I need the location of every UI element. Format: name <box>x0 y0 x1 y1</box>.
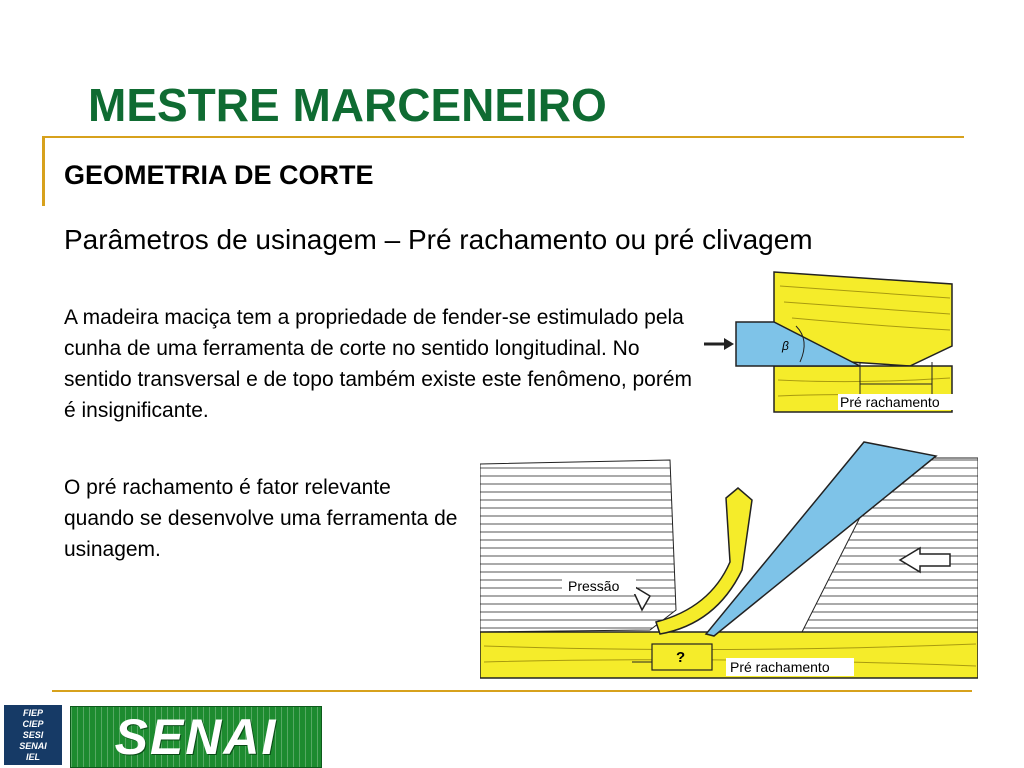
senai-logo-text: SENAI <box>114 709 278 765</box>
paragraph-relevance: O pré rachamento é fator relevante quando se desenvolve uma ferramenta de usinagem. <box>64 476 458 561</box>
pre-split-caption-bottom: Pré rachamento <box>730 659 830 675</box>
paragraph-splitting-property: A madeira maciça tem a propriedade de fender-se estimulado pela cunha de uma ferramenta de corte no sentido longitudinal. No sentido transversal e de topo também existe este fenômeno, porém é insignificante. <box>64 306 693 422</box>
push-arrow-icon <box>724 338 734 350</box>
logo-line-iel: IEL <box>25 751 40 762</box>
cutting-tool-diagram <box>480 440 978 682</box>
slide-title: MESTRE MARCENEIRO <box>88 79 607 131</box>
angle-beta-label: β <box>782 339 789 353</box>
senai-logo <box>70 706 322 768</box>
fiep-system-logo <box>4 705 62 765</box>
left-wood-block <box>480 460 676 632</box>
logo-line-ciep: CIEP <box>22 718 44 729</box>
title-divider <box>44 136 964 138</box>
left-accent-bar <box>42 136 45 206</box>
pressure-label: Pressão <box>568 578 620 594</box>
section-subtitle: GEOMETRIA DE CORTE <box>64 160 374 190</box>
pre-split-caption-top: Pré rachamento <box>840 394 940 410</box>
footer-divider <box>52 690 972 692</box>
topic-heading: Parâmetros de usinagem – Pré rachamento ou pré clivagem <box>64 224 813 255</box>
logo-line-senai: SENAI <box>19 740 47 751</box>
logo-line-fiep: FIEP <box>22 707 43 718</box>
logo-line-sesi: SESI <box>22 729 44 740</box>
unknown-length-label: ? <box>676 649 686 666</box>
wedge-splitting-diagram <box>700 266 962 426</box>
